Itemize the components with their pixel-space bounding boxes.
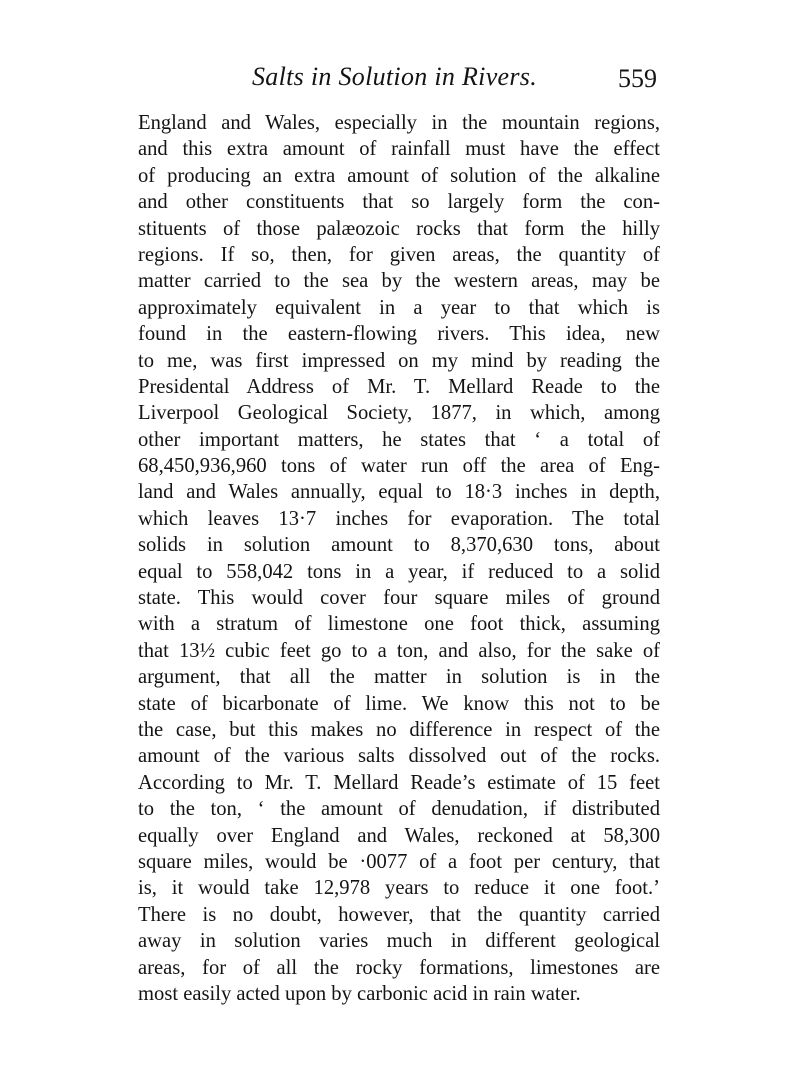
text-line: to me, was first impressed on my mind by reading the (138, 349, 660, 372)
text-line: 68,450,936,960 tons of water run off the area of Eng- (138, 455, 660, 478)
text-line: Presidental Address of Mr. T. Mellard Reade to the (138, 375, 660, 398)
text-line: England and Wales, especially in the mountain regions, (138, 112, 660, 134)
text-line: equally over England and Wales, reckoned at 58,300 (138, 824, 660, 847)
text-line: areas, for of all the rocky formations, limestones are (138, 956, 660, 979)
text-line: is, it would take 12,978 years to reduce it one foot.’ (138, 877, 660, 900)
text-line: to the ton, ‘ the amount of denudation, if distributed (138, 798, 660, 821)
text-line: most easily acted upon by carbonic acid in rain water. (138, 982, 581, 1005)
text-line: of producing an extra amount of solution of the alkaline (138, 164, 660, 187)
text-line: stituents of those palæozoic rocks that form the hilly (138, 217, 660, 240)
text-line: square miles, would be ·0077 of a foot per century, that (138, 850, 660, 873)
text-line: equal to 558,042 tons in a year, if reduced to a solid (138, 560, 660, 583)
text-line: argument, that all the matter in solution is in the (138, 666, 660, 689)
text-line: away in solution varies much in different geological (138, 930, 660, 953)
text-line: regions. If so, then, for given areas, the quantity of (138, 243, 660, 266)
body-text (138, 110, 660, 1007)
text-line: There is no doubt, however, that the quantity carried (138, 903, 660, 926)
running-title: Salts in Solution in Rivers. (252, 62, 538, 91)
text-line: Liverpool Geological Society, 1877, in which, among (138, 402, 660, 425)
text-line: found in the eastern-flowing rivers. This idea, new (138, 323, 660, 346)
text-line: with a stratum of limestone one foot thick, assuming (138, 613, 660, 636)
text-line: state. This would cover four square miles of ground (138, 587, 660, 610)
text-line: and this extra amount of rainfall must have the effect (138, 138, 660, 161)
text-line: approximately equivalent in a year to that which is (138, 296, 660, 319)
text-line: According to Mr. T. Mellard Reade’s estimate of 15 feet (138, 771, 660, 794)
text-line: matter carried to the sea by the western areas, may be (138, 270, 660, 293)
text-line: solids in solution amount to 8,370,630 tons, about (138, 534, 660, 557)
text-line: other important matters, he states that ‘ a total of (138, 428, 660, 451)
text-line: that 13½ cubic feet go to a ton, and also, for the sake of (138, 639, 660, 662)
text-line: amount of the various salts dissolved out of the rocks. (138, 745, 660, 768)
text-line: state of bicarbonate of lime. We know this not to be (138, 692, 660, 715)
text-line: and other constituents that so largely form the con- (138, 191, 660, 214)
text-line: land and Wales annually, equal to 18·3 inches in depth, (138, 481, 660, 504)
text-line: the case, but this makes no difference in respect of the (138, 718, 660, 741)
running-head (0, 62, 795, 102)
page-number: 559 (618, 64, 657, 93)
text-line: which leaves 13·7 inches for evaporation. The total (138, 507, 660, 530)
